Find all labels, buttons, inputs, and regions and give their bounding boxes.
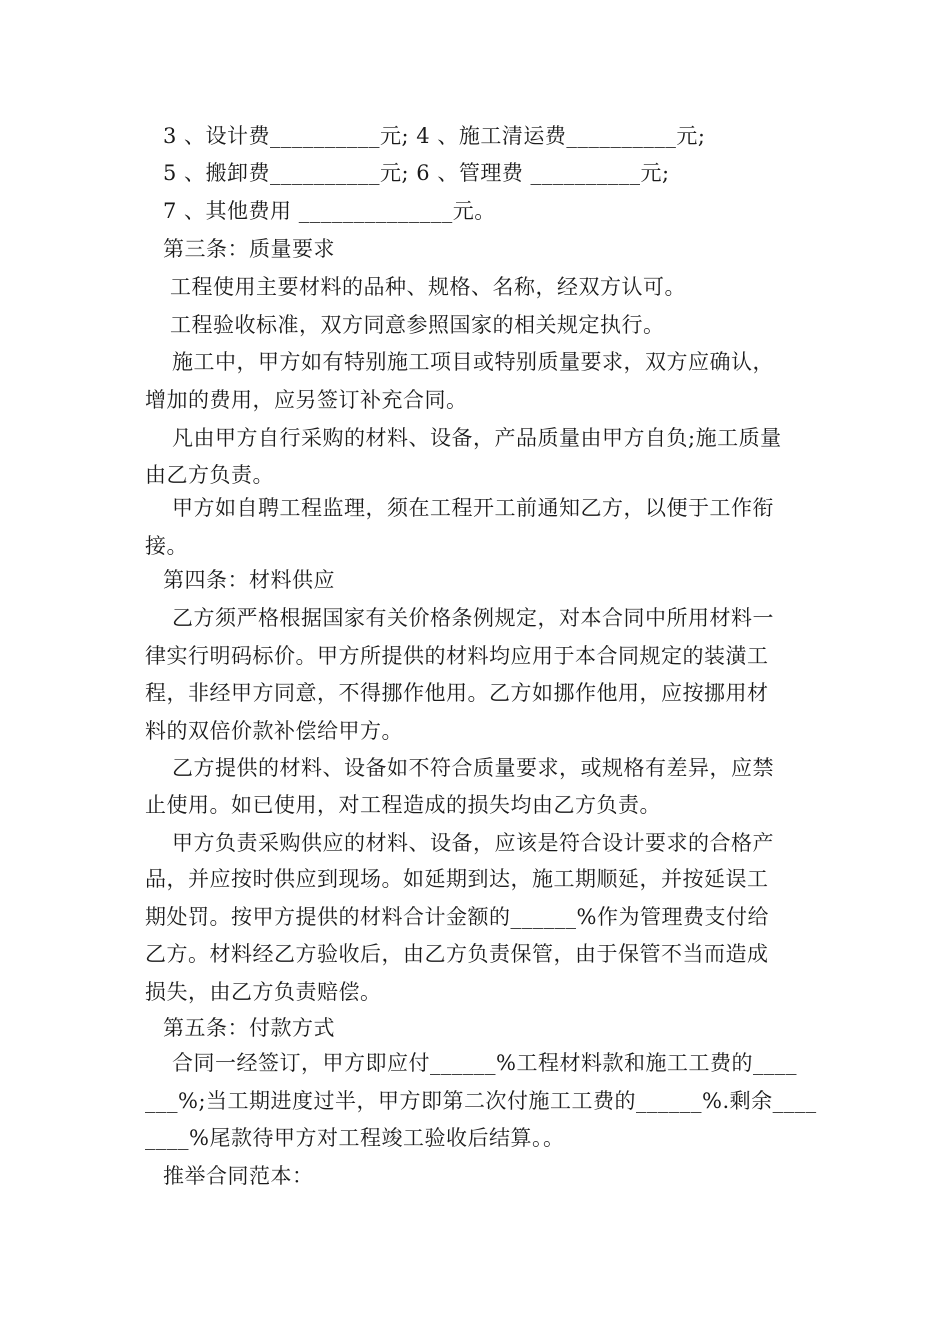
fee-line-other: 7 、其他费用 ______________元。 [163, 199, 496, 223]
paragraph-line: 接。 [145, 534, 188, 558]
paragraph-line: 增加的费用，应另签订补充合同。 [145, 388, 468, 412]
paragraph-line: ____%尾款待甲方对工程竣工验收后结算。。 [145, 1126, 565, 1150]
paragraph-line: 止使用。如已使用，对工程造成的损失均由乙方负责。 [145, 793, 661, 817]
paragraph-line: ___%;当工期进度过半，甲方即第二次付施工工费的______%.剩余____ [145, 1089, 817, 1113]
paragraph-line: 料的双倍价款补偿给甲方。 [145, 719, 403, 743]
recommend-label: 推举合同范本： [163, 1164, 314, 1188]
paragraph-line: 甲方负责采购供应的材料、设备，应该是符合设计要求的合格产 [172, 831, 774, 855]
fee-line-design-cleanup: 3 、设计费__________元; 4 、施工清运费__________元; [163, 124, 706, 148]
paragraph-line: 律实行明码标价。甲方所提供的材料均应用于本合同规定的装潢工 [145, 644, 769, 668]
paragraph-line: 乙方。材料经乙方验收后，由乙方负责保管，由于保管不当而造成 [145, 942, 769, 966]
paragraph-line: 期处罚。按甲方提供的材料合计金额的______%作为管理费支付给 [145, 905, 769, 929]
paragraph-line: 损失，由乙方负责赔偿。 [145, 980, 382, 1004]
section-heading-quality: 第三条：质量要求 [163, 237, 335, 261]
paragraph-line: 工程验收标准，双方同意参照国家的相关规定执行。 [170, 313, 665, 337]
fee-line-handling-management: 5 、搬卸费__________元; 6 、管理费 __________元; [163, 161, 670, 185]
section-heading-payment: 第五条：付款方式 [163, 1016, 335, 1040]
paragraph-line: 乙方提供的材料、设备如不符合质量要求，或规格有差异，应禁 [172, 756, 774, 780]
paragraph-line: 乙方须严格根据国家有关价格条例规定，对本合同中所用材料一 [172, 606, 774, 630]
paragraph-line: 工程使用主要材料的品种、规格、名称，经双方认可。 [170, 275, 686, 299]
paragraph-line: 程，非经甲方同意，不得挪作他用。乙方如挪作他用，应按挪用材 [145, 681, 769, 705]
paragraph-line: 合同一经签订，甲方即应付______%工程材料款和施工工费的____ [172, 1051, 797, 1075]
section-heading-materials: 第四条：材料供应 [163, 568, 335, 592]
paragraph-line: 由乙方负责。 [145, 463, 274, 487]
paragraph-line: 凡由甲方自行采购的材料、设备，产品质量由甲方自负;施工质量 [172, 426, 782, 450]
paragraph-line: 品，并应按时供应到现场。如延期到达，施工期顺延，并按延误工 [145, 867, 769, 891]
paragraph-line: 甲方如自聘工程监理，须在工程开工前通知乙方，以便于工作衔 [172, 496, 774, 520]
paragraph-line: 施工中，甲方如有特别施工项目或特别质量要求，双方应确认， [172, 350, 774, 374]
